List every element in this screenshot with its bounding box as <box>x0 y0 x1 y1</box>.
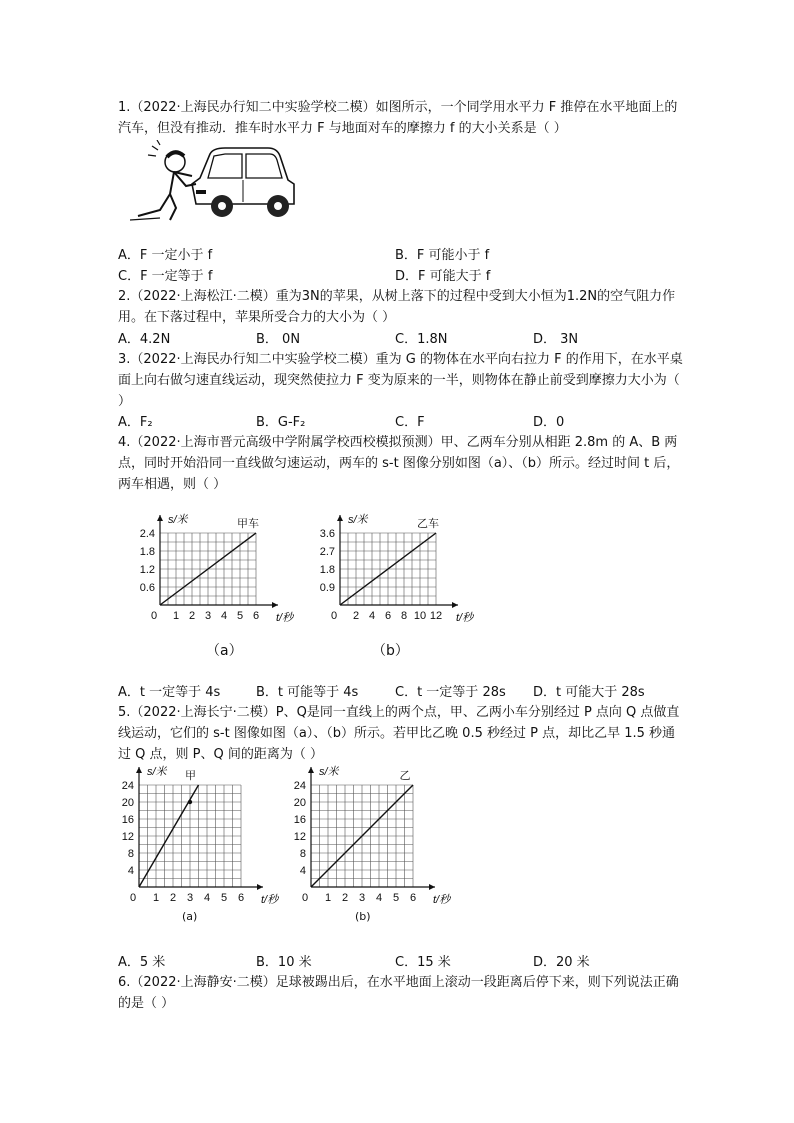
x-tick-label: 1 <box>324 892 332 904</box>
x-tick-label: 0 <box>301 892 309 904</box>
x-tick-label: 6 <box>409 892 417 904</box>
y-axis-arrow <box>337 515 343 521</box>
question-1-text: 1.（2022·上海民办行知二中实验学校二模）如图所示，一个同学用水平力 F 推停在水平地面上的汽车，但没有推动．推车时水平力 F 与地面对车的摩擦力 f 的大小关系是（ ） <box>118 100 678 136</box>
q4-option-d[interactable]: D．t 可能大于 28s <box>533 685 645 700</box>
question-4-text: 4.（2022·上海市晋元高级中学附属学校西校模拟预测）甲、乙两车分别从相距 2.8m 的 A、B 两点，同时开始沿同一直线做匀速运动，两车的 s-t 图像分别如图（a）、（b）所示。经过时间 t 后，两车相遇，则（ ） <box>118 435 680 492</box>
q3-option-a[interactable]: A．F₂ <box>118 415 153 430</box>
x-tick-label: 5 <box>392 892 400 904</box>
chart-car-yi-st-graph <box>310 505 490 630</box>
q1-option-d[interactable]: D．F 可能大于 f <box>395 269 491 284</box>
series-label: 甲车 <box>237 518 259 530</box>
x-tick-label: 6 <box>384 610 392 622</box>
y-axis-arrow <box>308 767 314 773</box>
y-axis-label: s/米 <box>147 766 167 778</box>
y-axis-arrow <box>136 767 142 773</box>
x-tick-label: 5 <box>220 892 228 904</box>
x-tick-label: 8 <box>400 610 408 622</box>
y-tick-label: 24 <box>293 780 306 792</box>
x-tick-label: 12 <box>429 610 443 622</box>
q2-option-b[interactable]: B． 0N <box>256 332 301 347</box>
q4-option-b[interactable]: B．t 可能等于 4s <box>256 685 359 700</box>
q4-caption-a: （a） <box>206 643 243 659</box>
q2-option-a[interactable]: A．4.2N <box>118 332 171 347</box>
q3-option-b[interactable]: B．G-F₂ <box>256 415 306 430</box>
y-tick-label: 0.6 <box>139 582 155 594</box>
q5-caption-a: (a) <box>182 910 198 923</box>
x-tick-label: 2 <box>341 892 349 904</box>
y-tick-label: 3.6 <box>319 528 335 540</box>
q2-option-d[interactable]: D． 3N <box>533 332 579 347</box>
x-tick-label: 0 <box>129 892 137 904</box>
q2-option-c[interactable]: C．1.8N <box>395 332 448 347</box>
y-tick-label: 1.8 <box>319 564 335 576</box>
chart-car-jia-st-graph <box>130 505 300 630</box>
y-tick-label: 0.9 <box>319 582 335 594</box>
x-tick-label: 2 <box>352 610 360 622</box>
q5-option-b[interactable]: B．10 米 <box>256 955 312 970</box>
x-axis-arrow <box>272 602 278 608</box>
q3-option-d[interactable]: D．0 <box>533 415 565 430</box>
series-label: 甲 <box>185 770 196 782</box>
x-axis-label: t/秒 <box>261 894 279 906</box>
y-tick-label: 1.2 <box>139 564 155 576</box>
y-tick-label: 24 <box>121 780 134 792</box>
y-tick-label: 8 <box>127 848 134 860</box>
y-axis-label: s/米 <box>319 766 339 778</box>
series-label: 乙 <box>399 770 411 782</box>
x-axis-arrow <box>257 884 263 890</box>
x-tick-label: 6 <box>252 610 260 622</box>
y-tick-label: 16 <box>121 814 134 826</box>
x-tick-label: 0 <box>330 610 338 622</box>
x-tick-label: 4 <box>375 892 383 904</box>
q5-option-d[interactable]: D．20 米 <box>533 955 590 970</box>
x-tick-label: 1 <box>152 892 160 904</box>
q5-option-c[interactable]: C．15 米 <box>395 955 451 970</box>
q3-option-c[interactable]: C．F <box>395 415 425 430</box>
x-axis-arrow <box>452 602 458 608</box>
y-tick-label: 2.7 <box>319 546 335 558</box>
x-tick-label: 4 <box>368 610 376 622</box>
x-tick-label: 2 <box>169 892 177 904</box>
x-tick-label: 3 <box>358 892 366 904</box>
y-axis-label: s/米 <box>348 514 368 526</box>
x-tick-label: 3 <box>204 610 212 622</box>
question-5-text: 5.（2022·上海长宁·二模）P、Q是同一直线上的两个点，甲、乙两小车分别经过 P 点向 Q 点做直线运动，它们的 s-t 图像如图（a）、（b）所示。若甲比乙晚 0.5 秒经过 P 点，却比乙早 1.5 秒通过 Q 点，则 P、Q 间的距离为（ ） <box>118 705 680 762</box>
x-tick-label: 1 <box>172 610 180 622</box>
x-tick-label: 10 <box>413 610 427 622</box>
q4-caption-b: （b） <box>372 643 409 659</box>
x-axis-label: t/秒 <box>433 894 451 906</box>
student-pushing-car-illustration <box>130 140 300 228</box>
x-axis-label: t/秒 <box>456 612 474 624</box>
x-tick-label: 5 <box>236 610 244 622</box>
y-tick-label: 20 <box>121 797 134 809</box>
q5-option-a[interactable]: A．5 米 <box>118 955 166 970</box>
question-3-text: 3.（2022·上海民办行知二中实验学校二模）重为 G 的物体在水平向右拉力 F 的作用下，在水平桌面上向右做匀速直线运动，现突然使拉力 F 变为原来的一半，则物体在静止前受到摩擦力大小为（ ） <box>118 352 683 409</box>
x-tick-label: 6 <box>237 892 245 904</box>
y-tick-label: 2.4 <box>139 528 155 540</box>
chart-jia-st-graph <box>113 765 283 915</box>
x-tick-label: 4 <box>220 610 228 622</box>
y-tick-label: 4 <box>299 865 306 877</box>
q4-option-a[interactable]: A．t 一定等于 4s <box>118 685 221 700</box>
x-axis-label: t/秒 <box>276 612 294 624</box>
y-tick-label: 1.8 <box>139 546 155 558</box>
y-tick-label: 12 <box>121 831 134 843</box>
q1-option-c[interactable]: C．F 一定等于 f <box>118 269 213 284</box>
data-point <box>188 800 192 804</box>
y-tick-label: 8 <box>299 848 306 860</box>
q1-option-a[interactable]: A．F 一定小于 f <box>118 248 213 263</box>
y-tick-label: 4 <box>127 865 134 877</box>
chart-yi-st-graph <box>285 765 455 915</box>
y-tick-label: 20 <box>293 797 306 809</box>
y-tick-label: 12 <box>293 831 306 843</box>
y-axis-label: s/米 <box>168 514 188 526</box>
question-6-text: 6.（2022·上海静安·二模）足球被踢出后，在水平地面上滚动一段距离后停下来，则下列说法正确的是（ ） <box>118 975 679 1011</box>
question-2-text: 2.（2022·上海松江·二模）重为3N的苹果，从树上落下的过程中受到大小恒为1.2N的空气阻力作用。在下落过程中，苹果所受合力的大小为（ ） <box>118 289 676 325</box>
x-tick-label: 0 <box>150 610 158 622</box>
y-tick-label: 16 <box>293 814 306 826</box>
y-axis-arrow <box>157 515 163 521</box>
x-tick-label: 2 <box>188 610 196 622</box>
q4-option-c[interactable]: C．t 一定等于 28s <box>395 685 506 700</box>
q1-option-b[interactable]: B．F 可能小于 f <box>395 248 490 263</box>
x-tick-label: 4 <box>203 892 211 904</box>
series-label: 乙车 <box>417 518 439 530</box>
x-tick-label: 3 <box>186 892 194 904</box>
q5-caption-b: (b) <box>355 910 371 923</box>
x-axis-arrow <box>429 884 435 890</box>
